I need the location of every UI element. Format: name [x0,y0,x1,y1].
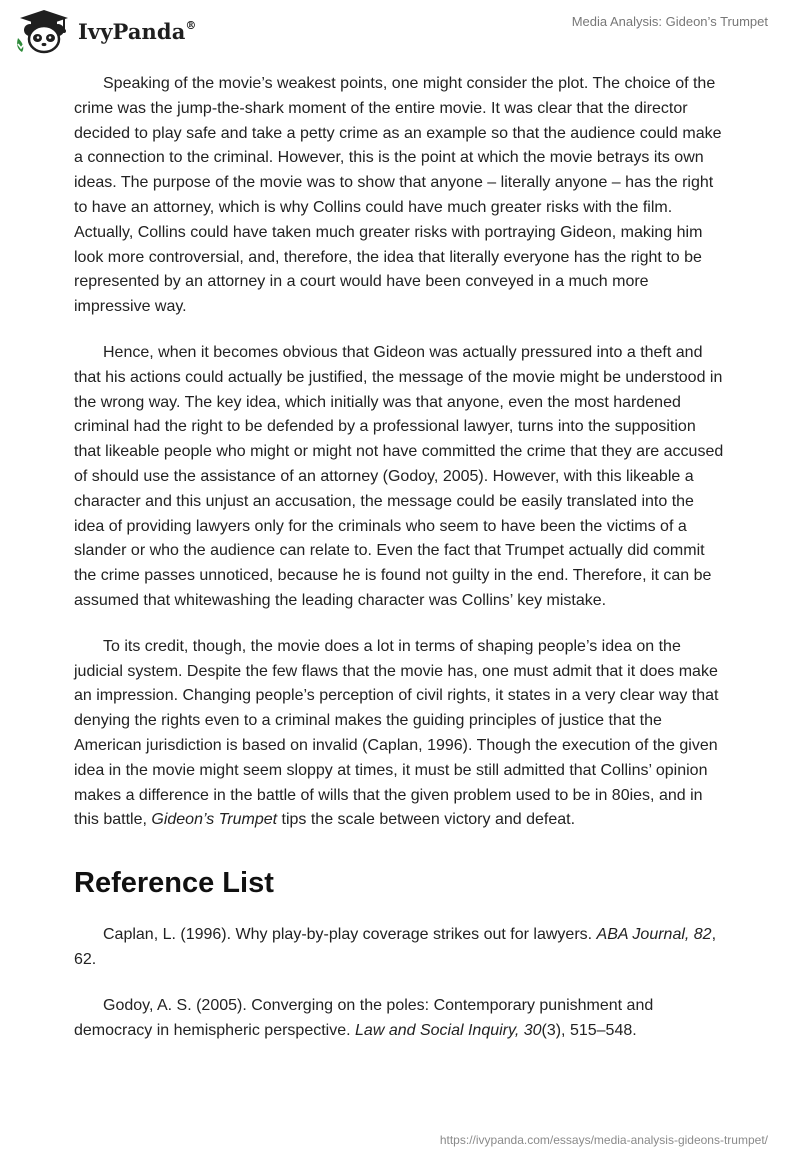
reference-godoy-pages: (3), 515–548. [541,1021,637,1039]
reference-caplan-pages: , 62. [74,926,717,968]
panda-graduate-icon [14,8,72,54]
reference-godoy-text: Godoy, A. S. (2005). Converging on the poles: Contemporary punishment and democracy in hemispheric perspective. [74,996,654,1039]
registered-mark: ® [185,18,197,32]
paragraph-message-misunderstood: Hence, when it becomes obvious that Gideon was actually pressured into a theft and that his actions could actually be justified, the message of the movie might be understood in the wrong way. The key idea, which initially was that anyone, even the most hardened criminal had the right to be defended by a professional lawyer, turns into the supposition that likeable people who might or might not have committed the crime that they are accused of should use the assistance of an attorney (Godoy, 2005). However, with this likeable a character and this unjust an accusation, the message could be easily translated into the idea of providing lawyers only for the criminals who seem to have been the victims of a slander or who the audience can relate to. Even the fact that Trumpet actually did commit the crime passes unnoticed, because he is found not guilty in the end. Therefore, it can be assumed that whitewashing the leading character was Collins’ key mistake. [74,343,724,609]
reference-godoy-journal: Law and Social Inquiry, 30 [355,1021,542,1039]
paragraph-credit-ending: tips the scale between victory and defeat. [277,811,576,829]
reference-caplan-text: Caplan, L. (1996). Why play-by-play coverage strikes out for lawyers. [103,926,597,944]
ivypanda-logo[interactable] [14,8,197,54]
reference-caplan-journal: ABA Journal, 82 [596,926,712,944]
page-header [0,0,800,62]
paragraph-plot-weakness: Speaking of the movie’s weakest points, one might consider the plot. The choice of the crime was the jump-the-shark moment of the entire movie. It was clear that the director decided to play safe and take a petty crime as an example so that the audience could make a connection to the criminal. However, this is the point at which the movie betrays its own ideas. The purpose of the movie was to show that anyone – literally anyone – has the right to have an attorney, which is why Collins could have much greater risks with the film. Actually, Collins could have taken much greater risks with portraying Gideon, making him look more controversial, and, therefore, the idea that literally everyone has the right to be represented by an attorney in a court would have been conveyed in a much more impressive way. [74,75,722,316]
essay-content [74,72,726,1064]
reference-caplan [74,923,726,973]
brand-name: IvyPanda® [78,18,197,44]
document-title: Media Analysis: Gideon’s Trumpet [571,14,768,29]
movie-title-italic: Gideon’s Trumpet [151,811,278,829]
paragraph-credit-text: To its credit, though, the movie does a lot in terms of shaping people’s idea on the judicial system. Despite the few flaws that the movie has, one must admit that it does make an impression. Changing people’s perception of civil rights, it states in a very clear way that denying the rights even to a criminal makes the guiding principles of justice that the American jurisdiction is based on invalid (Caplan, 1996). Though the execution of the given idea in the movie might seem sloppy at times, it must be still admitted that Collins’ opinion makes a difference in the battle of wills that the given problem used to be in 80ies, and in this battle, [74,637,719,829]
reference-godoy [74,994,726,1044]
source-url-link[interactable]: https://ivypanda.com/essays/media-analysis-gideons-trumpet/ [439,1133,768,1147]
paragraph-credit [74,635,726,833]
reference-list-heading: Reference List [74,867,274,900]
